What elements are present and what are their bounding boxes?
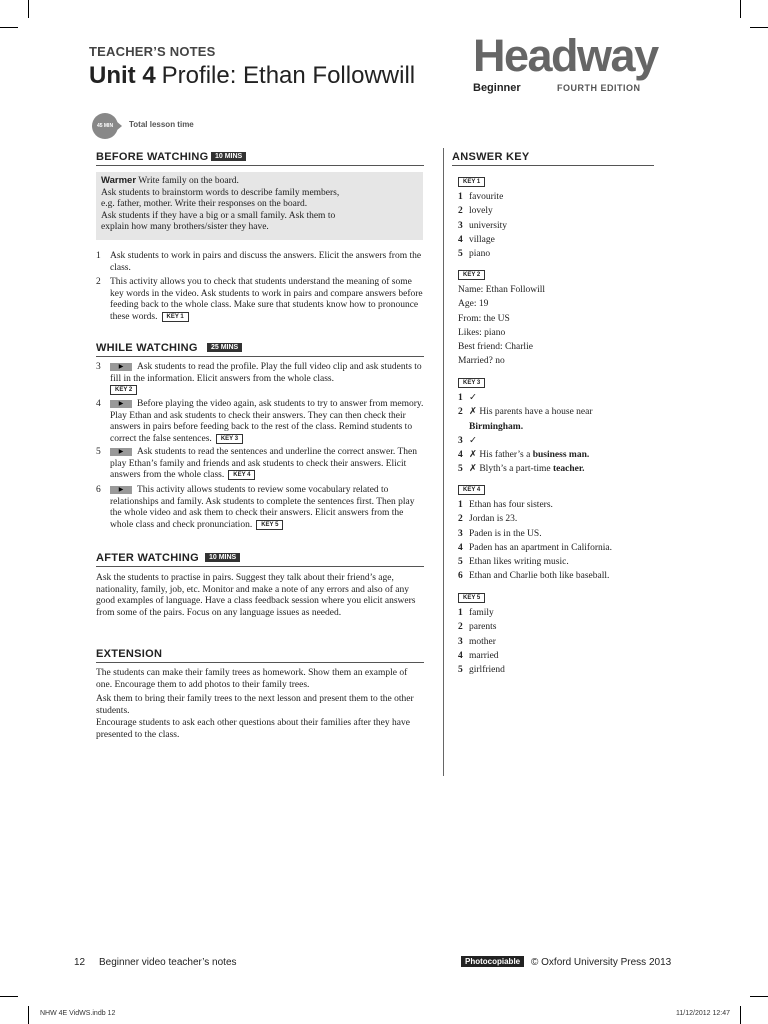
warmer-line-2: e.g. father, mother. Write their responses on the board. — [101, 199, 308, 209]
list-item — [96, 362, 424, 397]
total-lesson-time-label: Total lesson time — [129, 120, 194, 129]
answer-item — [458, 448, 648, 462]
warmer-line-3: Ask students if they have a big or a small family. Ask them to — [101, 210, 336, 221]
answer-item — [458, 569, 612, 583]
answer-key-heading: ANSWER KEY — [452, 151, 530, 163]
answer-line: Best friend: Charlie — [458, 342, 533, 353]
extension-para: Ask them to bring their family trees to the next lesson and present them to the other students. — [96, 694, 414, 716]
while-watching-heading: WHILE WATCHING — [96, 342, 198, 354]
extension-heading: EXTENSION — [96, 648, 163, 660]
column-divider — [443, 148, 444, 776]
answer-item — [458, 204, 507, 218]
answer-correction: Birmingham. — [469, 421, 524, 432]
item-text — [110, 277, 424, 323]
answer-number: 2 — [458, 407, 463, 418]
answer-text: Blyth’s a part-time — [479, 464, 551, 475]
extension-para: The students can make their family trees as homework. Show them an example of one. Encourage them to add photos to their family trees. — [96, 668, 408, 690]
play-icon: ▶ — [110, 486, 132, 494]
headway-logo — [473, 30, 673, 94]
answer-number: 1 — [458, 500, 463, 510]
key-reference: KEY 4 — [228, 470, 255, 480]
after-watching-text: Ask the students to practise in pairs. Suggest they talk about their friend’s age, nationality, family, job, etc. Monitor and make a note of any errors and also of any good examples of language. Have a class feedback session where you elicit answers from some of the pairs. Focus on any language issues as needed. — [96, 573, 416, 618]
answer-item — [458, 649, 505, 663]
answer-item — [458, 247, 507, 261]
key-5-list — [458, 606, 505, 677]
answer-line: Name: Ethan Followill — [458, 285, 546, 295]
answer-item — [458, 527, 612, 541]
item-text-body: Before playing the video again, ask students to try to answer from memory. Play Ethan and ask students to check their answers. They can then check their answers in pairs before feeding back to the rest of the class. Remind students to correct the false sentences. — [110, 399, 424, 444]
answer-text: His father’s a — [479, 450, 531, 461]
answer-item — [458, 462, 648, 476]
answer-text: Paden is in the US. — [469, 528, 542, 539]
item-number: 2 — [96, 277, 101, 287]
answer-text: married — [469, 650, 499, 661]
warmer-line-4: explain how many brothers/sister they have. — [101, 222, 269, 232]
item-text — [110, 399, 424, 445]
answer-text: village — [469, 234, 495, 245]
answer-text: Ethan has four sisters. — [469, 500, 553, 510]
logo-edition: FOURTH EDITION — [557, 83, 641, 93]
key-reference: KEY 5 — [256, 520, 283, 530]
key-reference: KEY 2 — [110, 385, 137, 395]
answer-item — [458, 663, 505, 677]
answer-item — [458, 391, 648, 405]
crop-mark — [0, 27, 18, 28]
answer-number: 4 — [458, 542, 463, 553]
item-text — [110, 362, 424, 397]
before-watching-mins-badge: 10 MINS — [211, 152, 246, 161]
key-1-list — [458, 190, 507, 261]
key-3-list — [458, 391, 648, 477]
answer-number: 3 — [458, 528, 463, 539]
photocopiable-badge: Photocopiable — [461, 956, 524, 967]
key-reference: KEY 3 — [216, 434, 243, 444]
answer-number: 5 — [458, 665, 463, 676]
copyright-text: © Oxford University Press 2013 — [531, 957, 672, 968]
answer-item — [458, 434, 648, 448]
answer-item — [458, 219, 507, 233]
answer-text: Ethan likes writing music. — [469, 557, 569, 568]
page-title — [89, 62, 415, 90]
cross-icon: ✗ — [469, 464, 477, 475]
section-divider — [96, 662, 424, 663]
answer-item — [458, 405, 648, 434]
answer-text: Jordan is 23. — [469, 514, 518, 525]
answer-number: 1 — [458, 393, 463, 403]
answer-number: 3 — [458, 220, 463, 231]
answer-number: 5 — [458, 557, 463, 568]
item-number: 4 — [96, 399, 101, 409]
footer-title: Beginner video teacher’s notes — [99, 957, 237, 968]
answer-text: His parents have a house near — [479, 407, 593, 418]
key-reference: KEY 1 — [162, 312, 189, 322]
crop-mark — [750, 996, 768, 997]
play-icon: ▶ — [110, 448, 132, 456]
item-text-body: This activity allows you to check that students understand the meaning of some key words in the video. Ask students to work in pairs and compare answers before feeding back to the whole class. Make sure that students know how to pronounce these words. — [110, 277, 423, 322]
section-divider — [452, 165, 654, 166]
after-watching-mins-badge: 10 MINS — [205, 553, 240, 562]
logo-word: Headway — [473, 30, 658, 81]
answer-text: family — [469, 608, 494, 618]
item-text: Ask students to work in pairs and discuss the answers. Elicit the answers from the class. — [110, 251, 422, 273]
crop-mark — [28, 0, 29, 18]
answer-correction: teacher. — [552, 464, 585, 475]
item-text — [110, 447, 424, 482]
answer-line: Married? no — [458, 356, 505, 367]
teachers-notes-label: TEACHER’S NOTES — [89, 44, 216, 59]
print-slug-file: NHW 4E VidWS.indb 12 — [40, 1010, 116, 1017]
unit-number: Unit 4 — [89, 62, 156, 89]
answer-correction: business man. — [532, 450, 590, 461]
answer-number: 2 — [458, 514, 463, 525]
answer-number: 2 — [458, 206, 463, 217]
section-divider — [96, 165, 424, 166]
answer-item — [458, 555, 612, 569]
list-item — [96, 399, 424, 445]
while-watching-mins-badge: 25 MINS — [207, 343, 242, 352]
key-4-label: KEY 4 — [458, 485, 485, 495]
answer-number: 3 — [458, 435, 463, 446]
answer-item — [458, 498, 612, 512]
key-4-list — [458, 498, 612, 584]
answer-item — [458, 620, 505, 634]
key-5-label: KEY 5 — [458, 593, 485, 603]
print-slug-date: 11/12/2012 12:47 — [676, 1010, 730, 1017]
answer-text: Ethan and Charlie both like baseball. — [469, 571, 610, 582]
crop-mark — [0, 996, 18, 997]
unit-title: Profile: Ethan Followwill — [161, 62, 416, 89]
crop-mark — [740, 1006, 741, 1024]
answer-item — [458, 190, 507, 204]
list-item — [96, 447, 424, 482]
warmer-line — [96, 172, 423, 188]
item-number: 1 — [96, 251, 101, 261]
answer-text: piano — [469, 249, 491, 260]
cross-icon: ✗ — [469, 450, 477, 461]
answer-item — [458, 233, 507, 247]
item-text-body: This activity allows students to review some vocabulary related to relationships and family. Ask students to complete the sentences first. Then play the whole video and ask them to check their answers. Elicit answers from the whole class and check pronunciation. — [110, 485, 415, 530]
answer-item — [458, 541, 612, 555]
item-text-body: Ask students to read the profile. Play the full video clip and ask students to fill in the information. Elicit answers from the whole class. — [110, 362, 422, 384]
extension-para: Encourage students to ask each other questions about their families after they have presented to the class. — [96, 718, 410, 740]
clock-icon: 45 MIN — [92, 113, 118, 139]
play-icon: ▶ — [110, 400, 132, 408]
answer-line: Age: 19 — [458, 299, 489, 310]
key-1-label: KEY 1 — [458, 177, 485, 187]
warmer-label: Warmer — [101, 175, 137, 186]
answer-number: 3 — [458, 636, 463, 647]
answer-text: girlfriend — [469, 665, 505, 676]
answer-text: lovely — [469, 206, 493, 217]
warmer-line-0: Write family on the board. — [138, 176, 239, 186]
section-divider — [96, 566, 424, 567]
answer-number: 5 — [458, 249, 463, 260]
answer-number: 4 — [458, 650, 463, 661]
answer-number: 1 — [458, 192, 463, 202]
answer-line: Likes: piano — [458, 327, 506, 338]
crop-mark — [28, 1006, 29, 1024]
clock-pointer-icon — [116, 121, 122, 131]
answer-number: 5 — [458, 464, 463, 475]
item-number: 5 — [96, 447, 101, 457]
section-divider — [96, 356, 424, 357]
list-item — [96, 485, 424, 531]
page-number: 12 — [74, 957, 86, 968]
answer-number: 6 — [458, 571, 463, 582]
answer-text: mother — [469, 636, 496, 647]
answer-text: favourite — [469, 192, 504, 202]
item-text — [110, 485, 424, 531]
cross-icon: ✗ — [469, 407, 477, 418]
answer-item — [458, 635, 505, 649]
answer-line: From: the US — [458, 313, 510, 324]
before-watching-heading: BEFORE WATCHING — [96, 151, 209, 163]
answer-item — [458, 606, 505, 620]
check-icon: ✓ — [469, 393, 477, 403]
crop-mark — [740, 0, 741, 18]
warmer-box — [96, 172, 423, 240]
item-text-body: Ask students to read the sentences and underline the correct answer. Then play Ethan’s family and friends and ask students to check their answers. Elicit answers from the whole class. — [110, 447, 417, 481]
list-item — [96, 251, 424, 274]
play-icon: ▶ — [110, 363, 132, 371]
item-number: 3 — [96, 362, 101, 372]
answer-text: Paden has an apartment in California. — [469, 542, 612, 553]
answer-item — [458, 512, 612, 526]
answer-text: parents — [469, 622, 497, 633]
list-item — [96, 277, 424, 323]
crop-mark — [750, 27, 768, 28]
answer-number: 1 — [458, 608, 463, 618]
answer-number: 4 — [458, 450, 463, 461]
item-number: 6 — [96, 485, 101, 495]
key-3-label: KEY 3 — [458, 378, 485, 388]
answer-text: university — [469, 220, 507, 231]
answer-number: 4 — [458, 234, 463, 245]
after-watching-heading: AFTER WATCHING — [96, 552, 199, 564]
logo-level: Beginner — [473, 82, 521, 94]
key-2-label: KEY 2 — [458, 270, 485, 280]
warmer-line-1: Ask students to brainstorm words to describe family members, — [101, 187, 340, 198]
check-icon: ✓ — [469, 435, 477, 446]
key-2-list — [458, 283, 545, 369]
answer-number: 2 — [458, 622, 463, 633]
